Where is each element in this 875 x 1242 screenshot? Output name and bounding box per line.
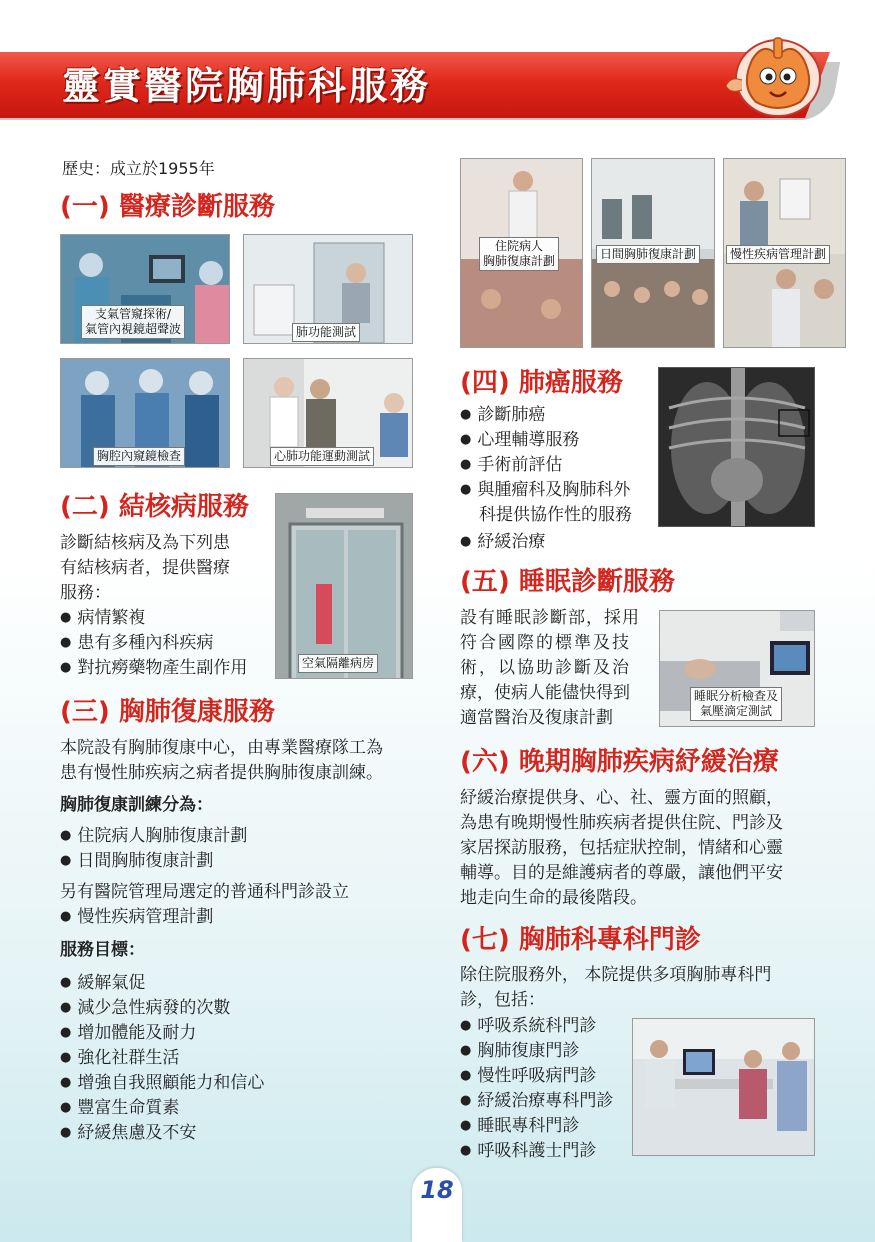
list-item-continuation: 科提供協作性的服務: [479, 505, 632, 525]
palliative-line: 家居探訪服務，包括症狀控制，情緒和心靈: [460, 838, 783, 858]
tb-intro-line: 診斷結核病及為下列患: [60, 533, 230, 553]
section-title-specialist-clinic: (七) 胸肺科專科門診: [460, 925, 701, 955]
palliative-line: 紓緩治療提供身、心、社、靈方面的照顧，: [460, 788, 783, 808]
caption-line: 胸腔內窺鏡檢查: [93, 447, 185, 466]
list-item: ● 對抗癆藥物產生副作用: [60, 656, 247, 682]
sleep-line: 適當醫治及復康計劃: [460, 708, 613, 728]
clinic-item: ● 呼吸科護士門診: [460, 1139, 596, 1165]
section-title-sleep: (五) 睡眠診斷服務: [460, 567, 675, 597]
palliative-line: 地走向生命的最後階段。: [460, 888, 647, 908]
sleep-line: 符合國際的標準及技: [460, 633, 631, 653]
inpatient-rehab-photo: [460, 158, 583, 348]
page-number: 18: [420, 1176, 454, 1204]
goal-item: ● 增強自我照顧能力和信心: [60, 1071, 264, 1097]
clinic-item: ● 呼吸系統科門診: [460, 1014, 596, 1040]
caption-line: 氣管內視鏡超聲波: [85, 322, 182, 336]
chest-xray-image: [658, 367, 815, 527]
clinic-item: ● 慢性呼吸病門診: [460, 1064, 596, 1090]
clinic-item: ● 紓緩治療專科門診: [460, 1089, 613, 1115]
caption-line: 胸肺復康計劃: [483, 254, 556, 268]
chronic-disease-photo: [723, 158, 846, 348]
clinic-item: ● 胸肺復康門診: [460, 1039, 579, 1065]
list-item: ● 與腫瘤科及胸肺科外: [460, 478, 630, 504]
section-title-diagnostic: (一) 醫療診斷服務: [60, 192, 275, 222]
sleep-line: 術，以協助診斷及治: [460, 658, 631, 678]
caption-line: 心肺功能運動測試: [270, 447, 374, 466]
page-title: 靈實醫院胸肺科服務: [62, 64, 432, 108]
clinic-consultation-photo: [632, 1018, 815, 1156]
thoracoscopy-photo: [60, 358, 230, 468]
section-title-tb: (二) 結核病服務: [60, 492, 249, 522]
rehab-intro-line: 患有慢性肺疾病之病者提供胸肺復康訓練。: [60, 763, 383, 783]
history-line: 歷史：成立於1955年: [62, 159, 215, 178]
caption-line: 日間胸肺復康計劃: [596, 245, 700, 264]
section-title-rehab: (三) 胸肺復康服務: [60, 697, 275, 727]
goal-item: ● 強化社群生活: [60, 1046, 179, 1072]
isolation-ward-photo: [275, 493, 413, 679]
caption-line: 支氣管窺探術/: [94, 307, 172, 321]
list-item: ● 紓緩治療: [460, 530, 545, 556]
caption-line: 氣壓滴定測試: [700, 704, 773, 718]
list-item: ● 病情繁複: [60, 606, 145, 632]
lung-mascot-icon: [712, 30, 830, 122]
caption-line: 空氣隔離病房: [298, 654, 378, 673]
goals-subhead: 服務目標：: [60, 940, 145, 960]
goal-item: ● 紓緩焦慮及不安: [60, 1121, 196, 1147]
goal-item: ● 減少急性病發的次數: [60, 996, 230, 1022]
caption-line: 慢性疾病管理計劃: [726, 245, 830, 264]
caption-line: 睡眠分析檢查及: [694, 689, 779, 703]
rehab-intro-line: 本院設有胸肺復康中心，由專業醫療隊工為: [60, 738, 383, 758]
clinic-intro-line: 除住院服務外， 本院提供多項胸肺專科門: [460, 965, 772, 985]
caption-line: 肺功能測試: [292, 323, 360, 342]
rehab-note: 另有醫院管理局選定的普通科門診設立: [60, 882, 349, 902]
list-item: ● 患有多種內科疾病: [60, 631, 213, 657]
cardiopulmonary-exercise-photo: [243, 358, 413, 468]
goal-item: ● 豐富生命質素: [60, 1096, 179, 1122]
list-item: ● 手術前評估: [460, 453, 562, 479]
list-item: ● 診斷肺癌: [460, 403, 545, 429]
list-item: ● 日間胸肺復康計劃: [60, 849, 213, 875]
palliative-line: 輔導。目的是維護病者的尊嚴，讓他們平安: [460, 863, 783, 883]
sleep-line: 設有睡眠診斷部，採用: [460, 608, 640, 628]
goal-item: ● 緩解氣促: [60, 971, 145, 997]
bronchoscopy-photo: [60, 234, 230, 344]
list-item: ● 慢性疾病管理計劃: [60, 905, 213, 931]
lung-function-test-photo: [243, 234, 413, 344]
goal-item: ● 增加體能及耐力: [60, 1021, 196, 1047]
tb-intro-line: 服務：: [60, 583, 111, 603]
section-title-palliative: (六) 晚期胸肺疾病紓緩治療: [460, 747, 779, 777]
tb-intro-line: 有結核病者，提供醫療: [60, 558, 230, 578]
sleep-line: 療，使病人能儘快得到: [460, 683, 630, 703]
clinic-item: ● 睡眠專科門診: [460, 1114, 579, 1140]
palliative-line: 為患有晚期慢性肺疾病者提供住院、門診及: [460, 813, 783, 833]
day-rehab-photo: [591, 158, 715, 348]
list-item: ● 心理輔導服務: [460, 428, 579, 454]
clinic-intro-line: 診，包括：: [460, 990, 545, 1010]
sleep-study-photo: [659, 610, 815, 727]
section-title-lung-cancer: (四) 肺癌服務: [460, 368, 623, 398]
caption-line: 住院病人: [495, 239, 544, 253]
rehab-subhead: 胸肺復康訓練分為：: [60, 795, 213, 815]
list-item: ● 住院病人胸肺復康計劃: [60, 824, 247, 850]
